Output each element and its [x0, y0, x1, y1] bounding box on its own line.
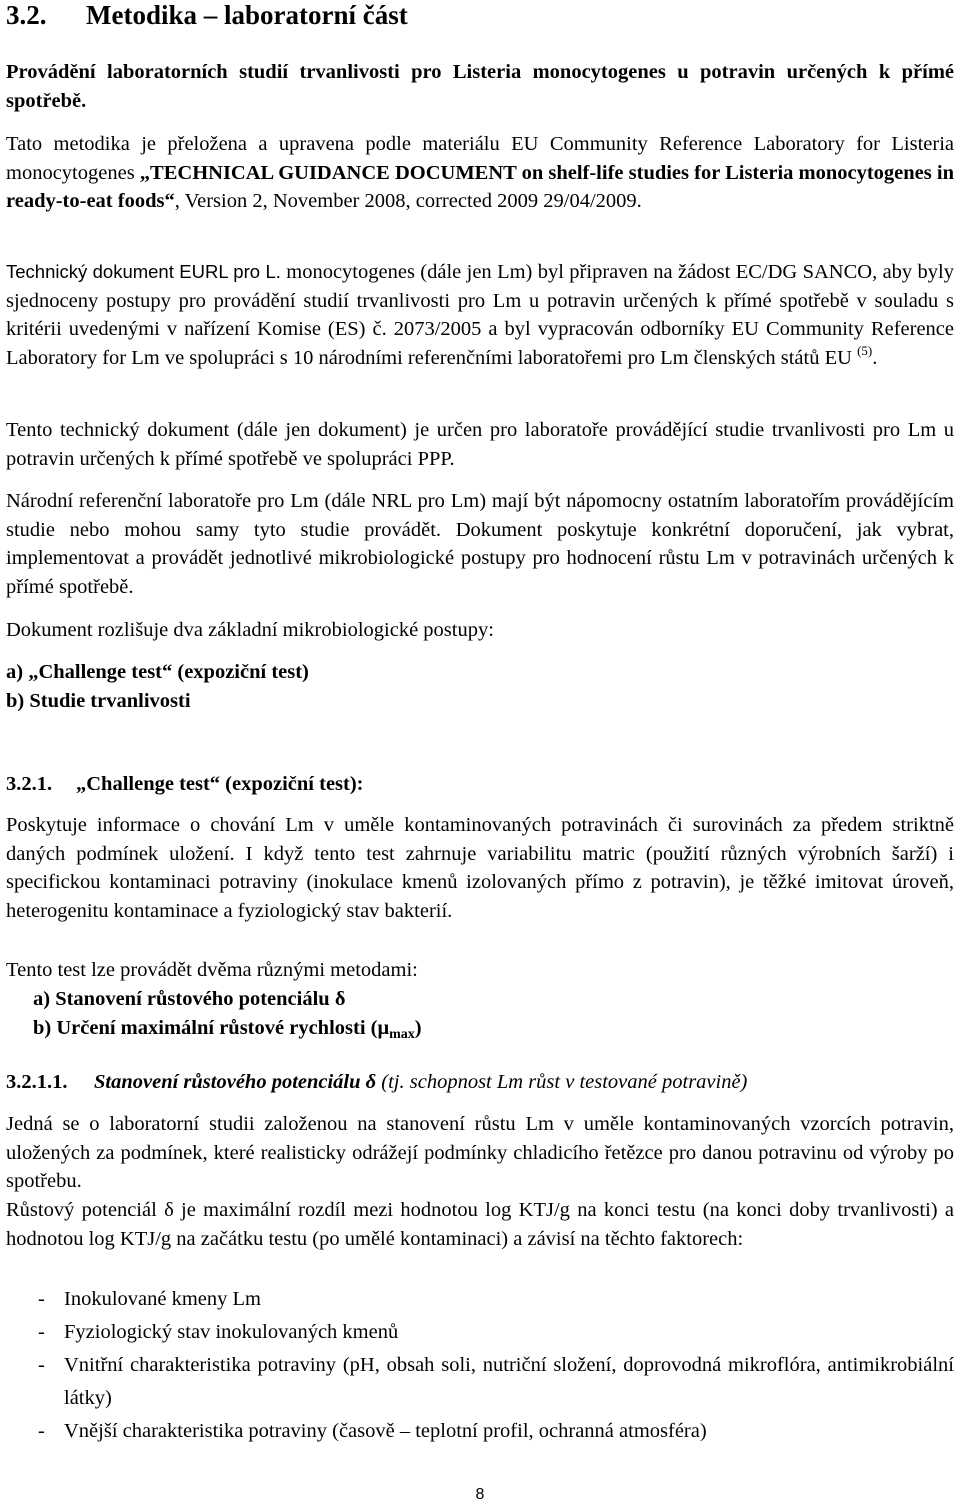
methods-list	[6, 985, 960, 1043]
paragraph-methods-intro: Tento test lze provádět dvěma různými metodami:	[6, 959, 418, 981]
paragraph-procedures-intro: Dokument rozlišuje dva základní mikrobiologické postupy:	[6, 619, 494, 641]
subsection-number: 3.2.1.	[6, 773, 53, 795]
list-dash: -	[38, 1288, 45, 1310]
paragraph-lab-study: Jedná se o laboratorní studii založenou na stanovení růstu Lm v uměle kontaminovaných vzorcích potravin, uložených za podmínek, které realisticky odrážejí podmínky chladicího řetězce pro danou potravinu od výroby po spotřebu.	[6, 1113, 954, 1192]
intro-paragraph	[6, 130, 954, 216]
reference-superscript: (5)	[857, 342, 873, 358]
list-item	[6, 1415, 954, 1448]
list-item	[6, 1283, 954, 1316]
procedures-list	[6, 658, 954, 715]
subsubsection-number: 3.2.1.1.	[6, 1071, 68, 1093]
paragraph-eurl-end: .	[872, 346, 878, 369]
paragraph-eurl-text: monocytogenes (dále jen Lm) byl připraven na žádost EC/DG SANCO, aby byly sjednoceny postupy pro provádění studií trvanlivosti pro Lm u potravin určených k přímé spotřebě v souladu s kritérii uvedenými v nařízení Komise (ES) č. 2073/2005 a byl vypracován odborníky EU Community Reference Laboratory for Lm ve spolupráci s 10 národními referenčními laboratořemi pro Lm členských států EU	[6, 261, 954, 369]
procedure-item: b) Studie trvanlivosti	[6, 689, 191, 712]
method-b-text: b) Určení maximální růstové rychlosti (μ	[33, 1017, 390, 1039]
section-title: Metodika – laboratorní část	[86, 0, 408, 30]
subsection-heading	[6, 770, 364, 798]
paragraph-eurl	[6, 258, 954, 372]
list-item-text: Vnější charakteristika potraviny (časově – teplotní profil, ochranná atmosféra)	[64, 1420, 707, 1442]
list-item	[6, 1349, 954, 1415]
paragraph-eurl-lead: Technický dokument EURL pro L.	[6, 261, 281, 282]
factors-list	[6, 1283, 954, 1448]
list-dash: -	[38, 1354, 45, 1376]
document-subtitle: Provádění laboratorních studií trvanlivosti pro Listeria monocytogenes u potravin určených k přímé spotřebě.	[6, 61, 954, 112]
paragraph-growth-potential: Růstový potenciál δ je maximální rozdíl mezi hodnotou log KTJ/g na konci testu (na konci doby trvanlivosti) a hodnotou log KTJ/g na začátku testu (po umělé kontaminaci) a závisí na těchto faktorech:	[6, 1199, 954, 1250]
list-item-text: Inokulované kmeny Lm	[64, 1288, 261, 1310]
paragraph-challenge-test: Poskytuje informace o chování Lm v uměle kontaminovaných potravinách či surovinách za předem striktně daných podmínek uložení. I když tento test zahrnuje variabilitu matric (použití různých výrobních šarží) i specifickou kontaminaci potraviny (inokulace kmenů izolovaných přímo z potravin), je těžké imitovat úroveň, heterogenitu kontaminace a fyziologický stav bakterií.	[6, 814, 954, 922]
method-item	[33, 1014, 960, 1043]
section-heading	[6, 0, 408, 30]
intro-version: , Version 2, November 2008, corrected 2009 29/04/2009.	[174, 190, 642, 212]
subsubsection-note: (tj. schopnost Lm růst v testované potravině)	[376, 1071, 748, 1093]
list-item-text: Fyziologický stav inokulovaných kmenů	[64, 1321, 399, 1343]
section-number: 3.2.	[6, 0, 47, 30]
subsubsection-heading	[6, 1068, 747, 1096]
subsubsection-title: Stanovení růstového potenciálu δ	[94, 1071, 377, 1093]
paragraph-purpose: Tento technický dokument (dále jen dokument) je určen pro laboratoře provádějící studie trvanlivosti pro Lm u potravin určených k přímé spotřebě ve spolupráci PPP.	[6, 419, 954, 470]
list-item	[6, 1316, 954, 1349]
intro-text: Tato metodika je přeložena a upravena podle materiálu EU Community Reference Laboratory for Listeria monocytogenes	[6, 133, 954, 184]
method-b-subscript: max	[389, 1027, 415, 1042]
procedure-item: a) „Challenge test“ (expoziční test)	[6, 661, 309, 683]
list-dash: -	[38, 1321, 45, 1343]
page-number: 8	[475, 1486, 485, 1503]
method-b-end: )	[414, 1017, 422, 1039]
list-dash: -	[38, 1420, 45, 1442]
paragraph-nrl: Národní referenční laboratoře pro Lm (dále NRL pro Lm) mají být nápomocny ostatním laboratořím provádějícím studie nebo mohou samy tyto studie provádět. Dokument poskytuje konkrétní doporučení, jak vybrat, implementovat a provádět jednotlivé mikrobiologické postupy pro hodnocení růstu Lm v potravinách určených k přímé spotřebě.	[6, 490, 954, 598]
intro-document-title: „TECHNICAL GUIDANCE DOCUMENT on shelf-life studies for Listeria monocytogenes in ready-to-eat foods“	[6, 161, 954, 212]
subsection-title: „Challenge test“ (expoziční test):	[76, 773, 364, 795]
list-item-text: Vnitřní charakteristika potraviny (pH, obsah soli, nutriční složení, doprovodná mikroflóra, antimikrobiální látky)	[64, 1354, 954, 1409]
method-item: a) Stanovení růstového potenciálu δ	[33, 988, 346, 1010]
